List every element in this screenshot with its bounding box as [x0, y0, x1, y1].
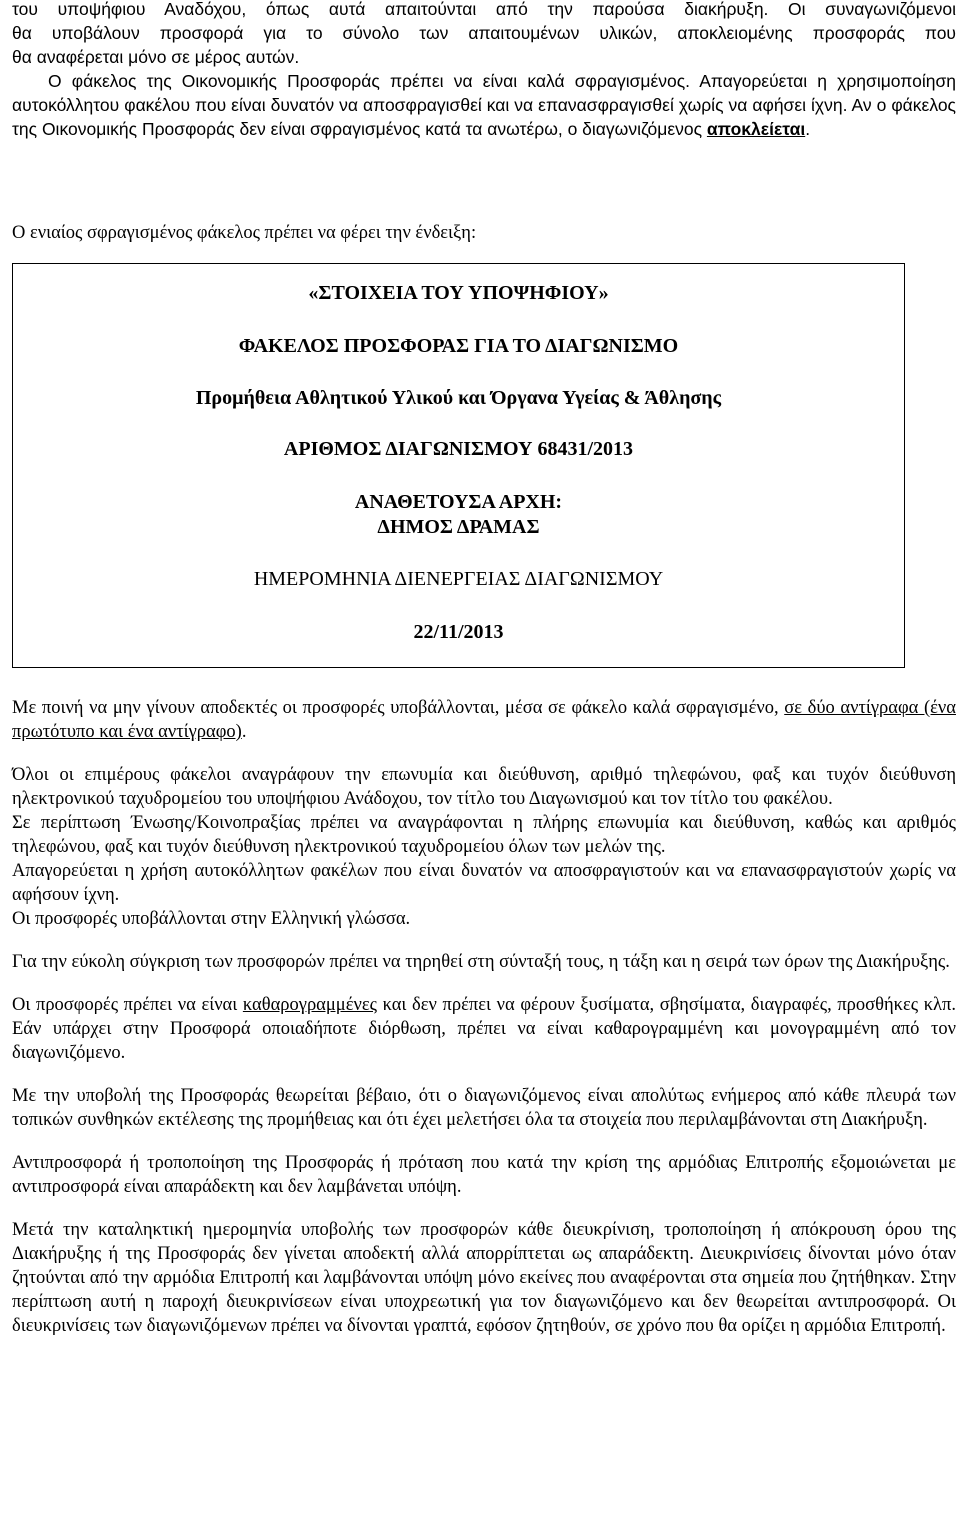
comparison-paragraph: Για την εύκολη σύγκριση των προσφορών πρέπει να τηρηθεί στη σύνταξή τους, η τάξη και η σειρά των όρων της Διακήρυξης.: [12, 952, 950, 972]
intro-section: [12, 0, 956, 155]
copies-requirement: σε δύο αντίγραφα (ένα πρωτότυπο και ένα αντίγραφο): [12, 698, 956, 742]
subenvelopes-paragraph: Όλοι οι επιμέρους φάκελοι αναγράφουν την επωνυμία και διεύθυνση, αριθμό τηλεφώνου, φαξ και τυχόν διεύθυνση ηλεκτρονικού ταχυδρομείου του υποψήφιου Ανάδοχου, τον τίτλο του Διαγωνισμού και τον τίτλο του φακέλου.: [12, 765, 956, 809]
intro-line-3: θα αναφέρεται μόνο σε μέρος αυτών.: [12, 47, 300, 67]
sealing-paragraph: [12, 69, 956, 141]
clean-copy-text: Οι προσφορές πρέπει να είναι: [12, 995, 243, 1015]
consortium-paragraph: Σε περίπτωση Ένωσης/Κοινοπραξίας πρέπει να αναγράφονται η πλήρης επωνυμία και διεύθυνση, καθώς και αριθμός τηλεφώνου, φαξ και τυχόν διεύθυνση ηλεκτρονικού ταχυδρομείου όλων των μελών της.: [12, 813, 956, 857]
self-adhesive-paragraph: Απαγορεύεται η χρήση αυτοκόλλητων φακέλων που είναι δυνατόν να αποσφραγιστούν και να επανασφραγιστούν χωρίς να αφήσουν ίχνη.: [12, 861, 956, 905]
clean-copy-paragraph: [12, 993, 956, 1065]
counter-offer-paragraph: Αντιπροσφορά ή τροποποίηση της Προσφοράς ή πρόταση που κατά την κρίση της αρμόδιας Επιτροπής εξομοιώνεται με αντιπροσφορά είναι απαράδεκτη και δεν λαμβάνεται υπόψη.: [12, 1153, 956, 1197]
intro-line-2: θα υποβάλουν προσφορά για το σύνολο των απαιτουμένων υλικών, αποκλειομένης προσφοράς που: [12, 23, 956, 43]
envelope-date-label: ΗΜΕΡΟΜΗΝΙΑ ΔΙΕΝΕΡΓΕΙΑΣ ΔΙΑΓΩΝΙΣΜΟΥ: [253, 568, 664, 590]
sealing-period: .: [805, 119, 811, 139]
clarifications-paragraph: Μετά την καταληκτική ημερομηνία υποβολής των προσφορών κάθε διευκρίνιση, τροποποίηση ή απόκρουση όρου της Διακήρυξης ή της Προσφοράς δεν γίνεται αποδεκτή αλλά απορρίπτεται ως απαράδεκτη. Διευκρινίσεις δίνονται μόνο όταν ζητούνται από την αρμόδια Επιτροπή και λαμβάνονται υπόψη μόνο εκείνες που αναφέρονται στα σημεία που ζητήθηκαν. Στην περίπτωση αυτή η παροχή διευκρινίσεων είναι υποχρεωτική για τον διαγωνιζόμενο και δεν θεωρείται αντιπροσφορά. Οι διευκρινίσεις των διαγωνιζόμενων πρέπει να δίνονται γραπτά, εφόσον ζητηθούν, σε χρόνο που θα ορίζει η αρμόδια Επιτροπή.: [12, 1220, 956, 1336]
language-paragraph: Οι προσφορές υποβάλλονται στην Ελληνική γλώσσα.: [12, 909, 411, 929]
sealing-text: Ο φάκελος της Οικονομικής Προσφοράς πρέπει να είναι καλά σφραγισμένος. Απαγορεύεται η χρησιμοποίηση αυτοκόλλητου φακέλου που είναι δυνατόν να αποσφραγισθεί και να επανασφραγισθεί χωρίς να αφήσει ίχνη. Αν ο φάκελος της Οικονομικής Προσφοράς δεν είναι σφραγισμένος κατά τα ανωτέρω, ο διαγωνιζόμενος: [12, 71, 956, 139]
penalty-paragraph: [12, 696, 956, 744]
submission-paragraph: Με την υποβολή της Προσφοράς θεωρείται βέβαιο, ότι ο διαγωνιζόμενος είναι απολύτως ενήμερος από κάθε πλευρά των τοπικών συνθηκών εκτέλεσης της προμήθειας και ότι έχει μελετήσει όλα τα στοιχεία που περιλαμβάνονται στη Διακήρυξη.: [12, 1086, 956, 1130]
intro-line-1: του υποψήφιου Αναδόχου, όπως αυτά απαιτούνται από την παρούσα διακήρυξη. Οι συναγωνιζόμενοι: [12, 0, 956, 19]
envelope-authority-name: ΔΗΜΟΣ ΔΡΑΜΑΣ: [377, 516, 540, 538]
envelope-date: 22/11/2013: [413, 621, 504, 643]
clean-copy-rest: και δεν πρέπει να φέρουν ξυσίματα, σβησίματα, διαγραφές, προσθήκες κλπ. Εάν υπάρχει στην Προσφορά οποιαδήποτε διόρθωση, πρέπει να είναι καθαρογραμμένη και μονογραμμένη από τον διαγωνιζόμενο.: [12, 995, 956, 1063]
envelope-candidate-details: «ΣΤΟΙΧΕΙΑ ΤΟΥ ΥΠΟΨΗΦΙΟΥ»: [308, 282, 609, 304]
envelope-intro: Ο ενιαίος σφραγισμένος φάκελος πρέπει να φέρει την ένδειξη:: [12, 223, 477, 243]
penalty-text: Με ποινή να μην γίνουν αποδεκτές οι προσφορές υποβάλλονται, μέσα σε φάκελο καλά σφραγισμένο,: [12, 698, 785, 718]
envelope-procurement-title: Προμήθεια Αθλητικού Υλικού και Όργανα Υγείας & Άθλησης: [195, 387, 722, 409]
envelope-label-box: [12, 263, 905, 668]
excluded-word: αποκλείεται: [706, 119, 806, 139]
envelope-authority-label: ΑΝΑΘΕΤΟΥΣΑ ΑΡΧΗ:: [354, 491, 563, 513]
body-section: [12, 696, 956, 1338]
envelope-tender-number: ΑΡΙΘΜΟΣ ΔΙΑΓΩΝΙΣΜΟΥ 68431/2013: [283, 438, 634, 460]
penalty-period: .: [241, 722, 247, 742]
envelope-offer-title: ΦΑΚΕΛΟΣ ΠΡΟΣΦΟΡΑΣ ΓΙΑ ΤΟ ΔΙΑΓΩΝΙΣΜΟ: [238, 335, 679, 357]
clean-copy-keyword: καθαρογραμμένες: [242, 995, 377, 1015]
